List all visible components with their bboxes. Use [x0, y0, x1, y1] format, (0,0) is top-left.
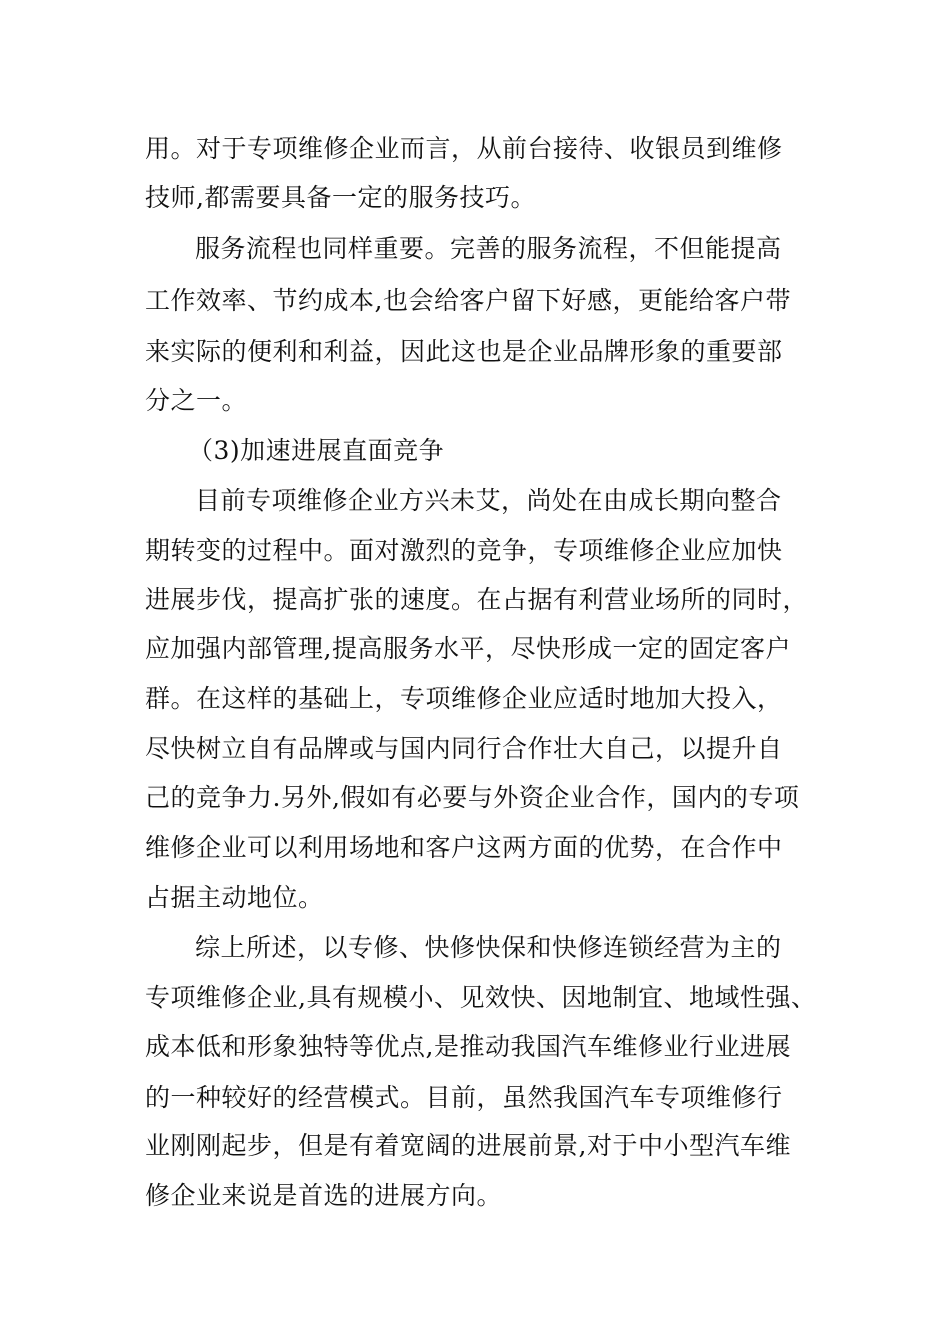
text-line: 维修企业可以利用场地和客户这两方面的优势，在合作中	[145, 833, 783, 862]
text-line: 的一种较好的经营模式。目前，虽然我国汽车专项维修行	[145, 1083, 783, 1112]
text-line: 进展步伐，提高扩张的速度。在占据有利营业场所的同时，	[145, 585, 809, 614]
text-line: 群。在这样的基础上，专项维修企业应适时地加大投入，	[145, 684, 783, 713]
text-line: 分之一。	[145, 386, 248, 415]
paragraph-first-line: 服务流程也同样重要。完善的服务流程，不但能提高	[195, 234, 782, 263]
section-heading: （3)加速进展直面竞争	[188, 436, 445, 465]
text-line: 业刚刚起步，但是有着宽阔的进展前景,对于中小型汽车维	[145, 1131, 791, 1160]
text-line: 己的竞争力.另外,假如有必要与外资企业合作，国内的专项	[145, 783, 800, 812]
text-line: 专项维修企业,具有规模小、见效快、因地制宜、地域性强、	[145, 983, 817, 1012]
text-line: 技师,都需要具备一定的服务技巧。	[145, 183, 536, 212]
text-line: 尽快树立自有品牌或与国内同行合作壮大自己，以提升自	[145, 734, 783, 763]
text-line: 应加强内部管理,提高服务水平，尽快形成一定的固定客户	[145, 634, 791, 663]
text-line: 成本低和形象独特等优点,是推动我国汽车维修业行业进展	[145, 1032, 791, 1061]
text-line: 工作效率、节约成本,也会给客户留下好感，更能给客户带	[145, 286, 791, 315]
text-line: 修企业来说是首选的进展方向。	[145, 1181, 503, 1210]
paragraph-first-line: 目前专项维修企业方兴未艾，尚处在由成长期向整合	[195, 486, 782, 515]
text-line: 占据主动地位。	[145, 883, 324, 912]
text-line: 期转变的过程中。面对激烈的竞争，专项维修企业应加快	[145, 536, 783, 565]
text-line: 用。对于专项维修企业而言，从前台接待、收银员到维修	[145, 134, 783, 163]
paragraph-first-line: 综上所述，以专修、快修快保和快修连锁经营为主的	[195, 933, 782, 962]
text-line: 来实际的便利和利益，因此这也是企业品牌形象的重要部	[145, 337, 783, 366]
